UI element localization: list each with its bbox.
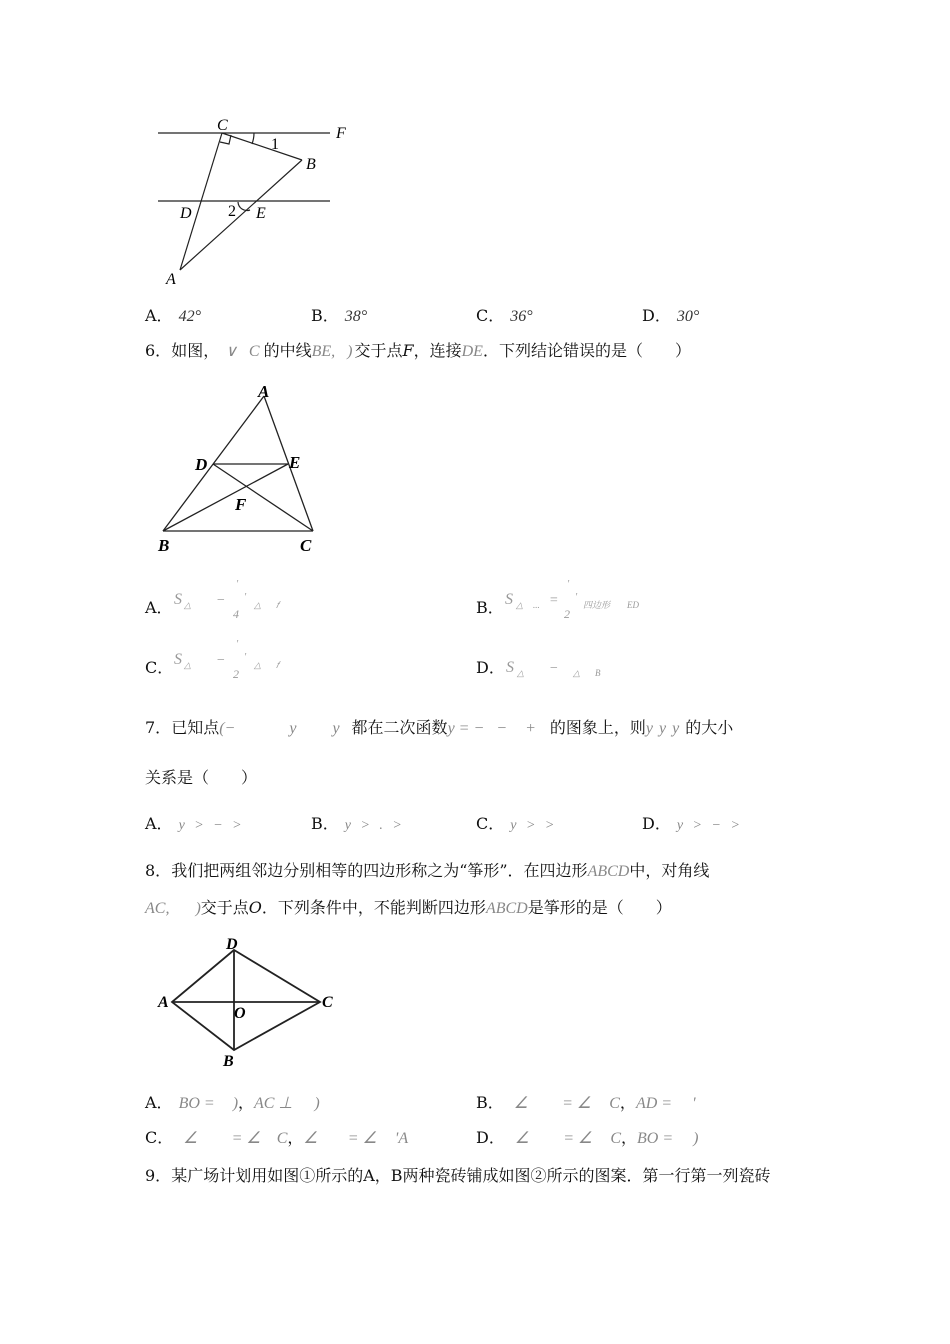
math-fragment: ) [347, 343, 353, 360]
math-fragment: AC, [145, 900, 170, 917]
label-e: E [256, 205, 266, 222]
q6-option-d-formula [503, 648, 643, 682]
point-f: F [402, 341, 414, 360]
q6-figure [150, 378, 330, 558]
q6-option-a-formula [172, 578, 312, 620]
point-o: O [248, 898, 262, 917]
stem-text: 的中线 [263, 341, 312, 360]
math-fragment: ABCD [587, 863, 630, 880]
math-fragment: = ∠ [231, 1130, 261, 1147]
math-fragment: y [658, 720, 667, 737]
math-fragment: BE, [311, 343, 336, 360]
formula-num: ' [236, 579, 239, 590]
angle-1-arc [252, 133, 254, 144]
q6-option-b[interactable] [476, 595, 504, 618]
option-letter: C． [476, 814, 505, 833]
label-o: O [234, 1005, 246, 1022]
stem-text: 某广场计划用如图①所示的A，B两种瓷砖铺成如图②所示的图案．第一行第一列瓷砖 [171, 1166, 771, 1185]
q8-option-a[interactable] [145, 1090, 320, 1113]
formula-mark: ' [244, 592, 247, 603]
separator: ， [621, 1128, 638, 1147]
formula-sub: ... [533, 600, 540, 610]
option-letter: C． [145, 1128, 174, 1147]
stem-text: 已知点 [171, 718, 220, 737]
math-fragment: DE [461, 343, 483, 360]
option-value: y > . > [344, 818, 405, 833]
math-fragment: BO = [178, 1095, 215, 1112]
math-fragment: ) [314, 1095, 320, 1112]
separator: ， [238, 1093, 255, 1112]
label-a: A [258, 382, 270, 401]
formula-sub: B [595, 668, 601, 678]
math-fragment: ∠ [183, 1130, 198, 1147]
formula-sub: 𝑓 [276, 660, 279, 670]
math-fragment: y [289, 720, 297, 737]
stem-text: 中，对角线 [629, 861, 710, 880]
segment-cb [222, 133, 302, 160]
math-fragment: ∠ [303, 1130, 318, 1147]
formula-mark: ' [244, 652, 247, 663]
label-c: C [322, 994, 333, 1011]
formula-sub: △ [184, 600, 191, 610]
stem-text: 的图象上，则 [549, 718, 646, 737]
formula-sub: △ [517, 668, 524, 678]
math-fragment: y = − [447, 720, 485, 737]
formula-sub: △ [254, 660, 261, 670]
formula-sub: △ [573, 668, 580, 678]
stem-text: ．下列结论错误的是（ ） [482, 341, 691, 360]
math-fragment: y [645, 720, 653, 737]
math-fragment: ' [692, 1095, 696, 1112]
segment-ba [180, 160, 302, 270]
math-fragment: = ∠ [562, 1095, 592, 1112]
label-b: B [223, 1053, 234, 1070]
formula-eq: − [216, 593, 226, 608]
math-fragment: = ∠ [347, 1130, 377, 1147]
math-fragment: ) [232, 1095, 239, 1112]
option-value: 38° [344, 308, 368, 325]
question-number: 6． [145, 341, 172, 360]
q5-option-a[interactable] [145, 303, 201, 326]
option-letter: D． [642, 306, 671, 325]
separator: ， [287, 1128, 304, 1147]
stem-text: 的大小 [685, 718, 734, 737]
stem-text: ．下列条件中，不能判断四边形 [261, 898, 486, 917]
label-d: D [195, 455, 208, 474]
formula-s: S [174, 651, 182, 668]
math-fragment: C [276, 1130, 288, 1147]
stem-text: 如图， [171, 341, 220, 360]
formula-s: S [506, 659, 514, 676]
math-fragment: (− [219, 720, 236, 737]
option-value: y > − > [178, 818, 245, 833]
formula-num: ' [567, 579, 570, 590]
q7-option-d[interactable] [642, 811, 743, 834]
right-angle-mark [220, 135, 231, 144]
math-fragment: ) [693, 1130, 699, 1147]
q8-figure [150, 932, 350, 1072]
math-fragment: AC ⊥ [254, 1095, 293, 1112]
stem-text: 交于点 [200, 898, 249, 917]
separator: ， [619, 1093, 636, 1112]
option-value: y > > [510, 818, 558, 833]
math-fragment: ) [195, 900, 201, 917]
math-fragment: C [248, 343, 260, 360]
formula-den: 4 [233, 607, 239, 620]
label-c: C [217, 117, 228, 134]
q6-option-a[interactable] [145, 595, 173, 618]
formula-mark: ' [575, 592, 578, 603]
math-fragment: = ∠ [563, 1130, 593, 1147]
label-1: 1 [271, 136, 279, 153]
option-letter: D． [476, 658, 505, 677]
median-cd [213, 464, 313, 531]
option-letter: B． [311, 814, 339, 833]
q7-option-b[interactable] [311, 811, 405, 834]
option-value: 30° [676, 308, 700, 325]
option-letter: B． [476, 1093, 504, 1112]
label-a: A [166, 271, 176, 288]
formula-sub: △ [516, 600, 523, 610]
q6-option-d[interactable] [476, 655, 505, 678]
formula-den: 2 [233, 667, 239, 680]
stem-text: 是筝形的是（ ） [527, 898, 672, 917]
math-fragment: BO = [637, 1130, 674, 1147]
median-be [163, 464, 288, 531]
q7-option-c[interactable] [476, 811, 557, 834]
option-letter: C． [476, 306, 505, 325]
label-d: D [226, 936, 238, 953]
label-a: A [158, 994, 169, 1011]
math-fragment: 'A [394, 1130, 409, 1147]
math-fragment: C [609, 1095, 620, 1112]
option-letter: A． [145, 814, 173, 833]
formula-den: 2 [564, 607, 570, 620]
formula-s: S [505, 591, 513, 608]
formula-sub: 四边形 [583, 600, 611, 610]
q5-option-d[interactable] [642, 303, 699, 326]
math-fragment: + [525, 720, 536, 737]
q8-option-c[interactable] [145, 1125, 408, 1148]
label-c: C [300, 536, 312, 555]
question-number: 8． [145, 861, 172, 880]
q5-option-c[interactable] [476, 303, 533, 326]
q8-stem-line2 [145, 895, 672, 918]
q8-option-b[interactable] [476, 1090, 695, 1113]
formula-eq: − [216, 653, 226, 668]
q7-stem [145, 715, 733, 738]
label-f: F [336, 125, 346, 142]
q6-option-c[interactable] [145, 655, 173, 678]
math-fragment: − [496, 720, 508, 737]
stem-text: 我们把两组邻边分别相等的四边形称之为“筝形”．在四边形 [171, 861, 588, 880]
option-letter: D． [642, 814, 671, 833]
question-number: 9． [145, 1166, 172, 1185]
math-fragment: ∠ [513, 1095, 529, 1112]
option-letter: A． [145, 1093, 173, 1112]
formula-eq: = [549, 593, 559, 608]
formula-sub: 𝑓 [276, 600, 279, 610]
option-value: y > − > [676, 818, 743, 833]
option-letter: A． [145, 306, 173, 325]
option-letter: C． [145, 658, 174, 677]
formula-sub: △ [254, 600, 261, 610]
option-letter: D． [476, 1128, 505, 1147]
q8-stem [145, 858, 709, 881]
math-fragment: ABCD [485, 900, 528, 917]
q5-option-b[interactable] [311, 303, 367, 326]
option-letter: A． [145, 598, 173, 617]
label-f: F [235, 495, 247, 514]
label-b: B [306, 156, 316, 173]
math-fragment: C [610, 1130, 621, 1147]
math-fragment: ∠ [514, 1130, 530, 1147]
question-number: 7． [145, 718, 172, 737]
option-value: 42° [178, 308, 201, 325]
q8-option-d[interactable] [476, 1125, 698, 1148]
q7-option-a[interactable] [145, 811, 245, 834]
q7-stem-line2: 关系是（ ） [145, 768, 258, 787]
q6-stem [145, 338, 691, 361]
math-fragment: ∨ [225, 343, 237, 360]
formula-s: S [174, 591, 182, 608]
label-d: D [180, 205, 192, 222]
q9-stem [145, 1163, 771, 1186]
math-fragment: y [672, 720, 680, 737]
kite-abcd [172, 950, 320, 1050]
stem-text: 都在二次函数 [351, 718, 448, 737]
q6-option-b-formula [503, 578, 683, 620]
stem-text: ，连接 [413, 341, 462, 360]
formula-num: ' [236, 639, 239, 650]
formula-sub: ED [627, 600, 639, 610]
formula-sub: △ [184, 660, 191, 670]
formula-eq: − [549, 661, 559, 676]
label-b: B [158, 536, 170, 555]
q6-option-c-formula [172, 638, 312, 680]
label-2: 2 [228, 203, 236, 220]
math-fragment: AD = [635, 1095, 673, 1112]
q5-figure [150, 112, 360, 292]
math-fragment: y [332, 720, 340, 737]
option-letter: B． [311, 306, 339, 325]
stem-text: 交于点 [354, 341, 403, 360]
label-e: E [289, 453, 301, 472]
option-value: 36° [510, 308, 533, 325]
option-letter: B． [476, 598, 504, 617]
